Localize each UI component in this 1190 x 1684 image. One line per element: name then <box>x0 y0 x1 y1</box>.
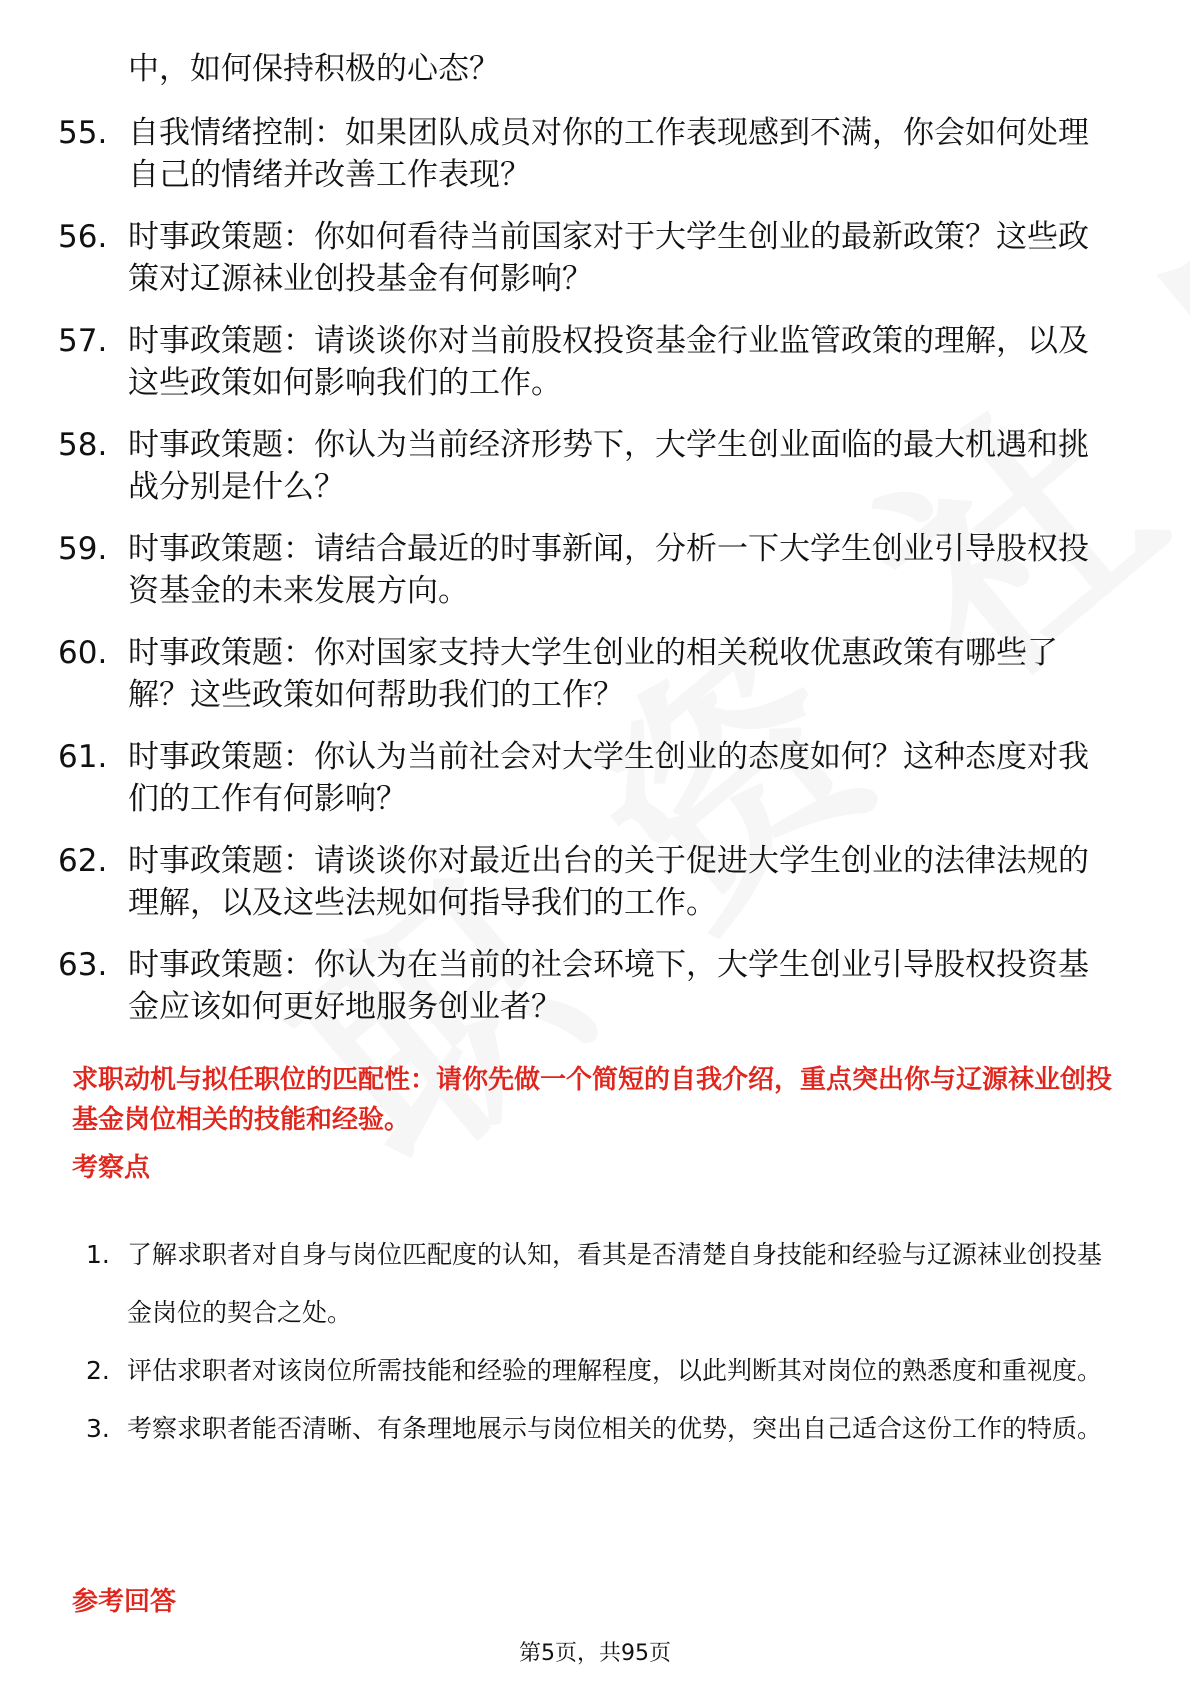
key-point-item <box>0 1400 1117 1458</box>
question-number: 55. <box>58 115 108 151</box>
key-points-list <box>0 1226 1190 1458</box>
question-item <box>0 112 1118 196</box>
question-text: 自我情绪控制：如果团队成员对你的工作表现感到不满，你会如何处理自己的情绪并改善工作表现？ <box>128 115 1089 193</box>
question-number: 58. <box>58 427 108 463</box>
question-text: 时事政策题：请谈谈你对最近出台的关于促进大学生创业的法律法规的理解，以及这些法规如何指导我们的工作。 <box>128 843 1089 921</box>
question-text: 时事政策题：请谈谈你对当前股权投资基金行业监管政策的理解，以及这些政策如何影响我们的工作。 <box>128 323 1089 401</box>
key-point-number: 1. <box>86 1240 110 1269</box>
question-text: 时事政策题：你如何看待当前国家对于大学生创业的最新政策？这些政策对辽源袜业创投基金有何影响？ <box>128 219 1089 297</box>
key-point-text: 了解求职者对自身与岗位匹配度的认知，看其是否清楚自身技能和经验与辽源袜业创投基金岗位的契合之处。 <box>127 1240 1103 1327</box>
key-point-text: 考察求职者能否清晰、有条理地展示与岗位相关的优势，突出自己适合这份工作的特质。 <box>127 1414 1103 1443</box>
question-text: 时事政策题：你认为当前经济形势下，大学生创业面临的最大机遇和挑战分别是什么？ <box>128 427 1089 505</box>
question-item <box>0 424 1118 508</box>
question-item <box>0 736 1118 820</box>
question-item <box>0 48 1118 90</box>
question-item <box>0 840 1118 924</box>
question-number: 59. <box>58 531 108 567</box>
question-item <box>0 528 1118 612</box>
question-text: 时事政策题：你认为在当前的社会环境下，大学生创业引导股权投资基金应该如何更好地服务创业者？ <box>128 947 1089 1025</box>
question-list <box>0 48 1190 1048</box>
key-point-item <box>0 1226 1117 1342</box>
question-text: 中，如何保持积极的心态？ <box>128 51 500 87</box>
question-item <box>0 216 1118 300</box>
question-number: 56. <box>58 219 108 255</box>
question-item <box>0 632 1118 716</box>
question-number: 60. <box>58 635 108 671</box>
reference-answer-heading: 参考回答 <box>72 1587 177 1617</box>
question-item <box>0 944 1118 1028</box>
question-number: 61. <box>58 739 108 775</box>
question-item <box>0 320 1118 404</box>
key-point-text: 评估求职者对该岗位所需技能和经验的理解程度，以此判断其对岗位的熟悉度和重视度。 <box>127 1356 1103 1385</box>
key-point-number: 2. <box>86 1356 110 1385</box>
question-text: 时事政策题：请结合最近的时事新闻，分析一下大学生创业引导股权投资基金的未来发展方向。 <box>128 531 1089 609</box>
question-number: 62. <box>58 843 108 879</box>
key-point-number: 3. <box>86 1414 110 1443</box>
section-title: 求职动机与拟任职位的匹配性：请你先做一个简短的自我介绍，重点突出你与辽源袜业创投基金岗位相关的技能和经验。 <box>72 1065 1113 1135</box>
question-number: 57. <box>58 323 108 359</box>
question-text: 时事政策题：你认为当前社会对大学生创业的态度如何？这种态度对我们的工作有何影响？ <box>128 739 1089 817</box>
key-point-item <box>0 1342 1117 1400</box>
question-number: 63. <box>58 947 108 983</box>
question-text: 时事政策题：你对国家支持大学生创业的相关税收优惠政策有哪些了解？这些政策如何帮助我们的工作？ <box>128 635 1058 713</box>
key-points-heading: 考察点 <box>72 1153 151 1183</box>
page-number: 第5页，共95页 <box>519 1641 671 1666</box>
